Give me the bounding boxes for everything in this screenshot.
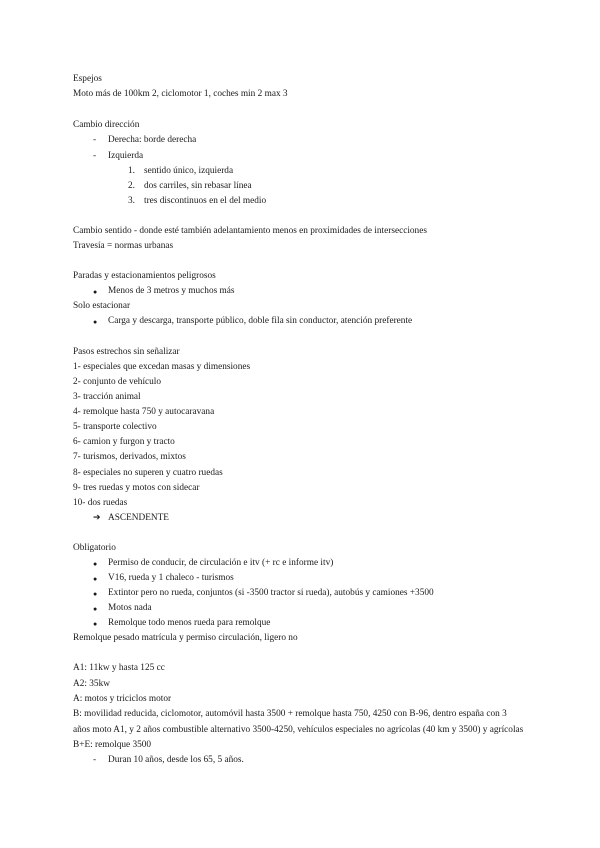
pasos-heading: Pasos estrechos sin señalizar — [73, 347, 180, 357]
pasos-item: 8- especiales no superen y cuatro ruedas — [73, 468, 223, 478]
bullet-marker: ● — [93, 605, 98, 613]
pasos-item: 3- tracción animal — [73, 392, 141, 402]
list-item: V16, rueda y 1 chaleco - turismos — [108, 573, 234, 583]
list-item: Permiso de conducir, de circulación e itv (+ rc e informe itv) — [108, 558, 334, 568]
permiso-b: B: movilidad reducida, ciclomotor, automóvil hasta 3500 + remolque hasta 750, 4250 con B-96, dentro españa con 3 años moto A1, y 2 años combustible alternativo 3500-4250, vehículos especiales no agrícolas (40 km y 3500) y agrícolas — [73, 709, 524, 735]
numbered-marker: 1. — [128, 166, 135, 176]
permiso-a2: A2: 35kw — [73, 679, 110, 689]
travesia-line: Travesía = normas urbanas — [73, 241, 174, 251]
pasos-item: 6- camion y furgon y tracto — [73, 437, 175, 447]
bullet-marker: ● — [93, 620, 98, 628]
remolque-line: Remolque pesado matrícula y permiso circulación, ligero no — [73, 633, 298, 643]
list-item: Derecha: borde derecha — [108, 135, 197, 145]
numbered-marker: 2. — [128, 181, 135, 191]
pasos-item: 2- conjunto de vehículo — [73, 377, 162, 387]
list-item: Carga y descarga, transporte público, doble fila sin conductor, atención preferente — [108, 316, 413, 326]
bullet-marker: ● — [93, 288, 98, 296]
numbered-item: tres discontinuos en el del medio — [144, 196, 267, 206]
permiso-a: A: motos y triciclos motor — [73, 694, 172, 704]
list-item: Motos nada — [108, 603, 152, 613]
ascendente-label: ASCENDENTE — [108, 513, 169, 523]
list-item: Remolque todo menos rueda para remolque — [108, 618, 271, 628]
list-item: Menos de 3 metros y muchos más — [108, 286, 235, 296]
cambio-sentido-line: Cambio sentido - donde esté también adelantamiento menos en proximidades de intersecciones — [73, 226, 427, 236]
list-marker: - — [93, 135, 97, 145]
numbered-marker: 3. — [128, 196, 135, 206]
espejos-line: Moto más de 100km 2, ciclomotor 1, coches min 2 max 3 — [73, 89, 288, 99]
list-item: Izquierda — [108, 151, 144, 161]
pasos-item: 9- tres ruedas y motos con sidecar — [73, 483, 200, 493]
list-item: Duran 10 años, desde los 65, 5 años. — [108, 755, 244, 765]
pasos-item: 10- dos ruedas — [73, 498, 128, 508]
bullet-marker: ● — [93, 590, 98, 598]
arrow-right-icon: ➔ — [93, 513, 101, 523]
numbered-item: sentido único, izquierda — [144, 166, 234, 176]
numbered-item: dos carriles, sin rebasar línea — [144, 181, 252, 191]
permiso-be: B+E: remolque 3500 — [73, 740, 152, 750]
list-marker: - — [93, 151, 97, 161]
bullet-marker: ● — [93, 318, 98, 326]
pasos-item: 4- remolque hasta 750 y autocaravana — [73, 407, 215, 417]
bullet-marker: ● — [93, 575, 98, 583]
solo-estacionar-line: Solo estacionar — [73, 301, 131, 311]
list-item: Extintor pero no rueda, conjuntos (si -3500 tractor si rueda), autobús y camiones +3500 — [108, 588, 434, 598]
permiso-a1: A1: 11kw y hasta 125 cc — [73, 663, 165, 673]
pasos-item: 5- transporte colectivo — [73, 422, 157, 432]
pasos-item: 1- especiales que excedan masas y dimensiones — [73, 362, 251, 372]
list-marker: - — [93, 755, 97, 765]
espejos-heading: Espejos — [73, 74, 102, 84]
obligatorio-heading: Obligatorio — [73, 543, 116, 553]
pasos-item: 7- turismos, derivados, mixtos — [73, 452, 186, 462]
bullet-marker: ● — [93, 560, 98, 568]
cambio-direccion-heading: Cambio dirección — [73, 120, 140, 130]
paradas-heading: Paradas y estacionamientos peligrosos — [73, 271, 216, 281]
